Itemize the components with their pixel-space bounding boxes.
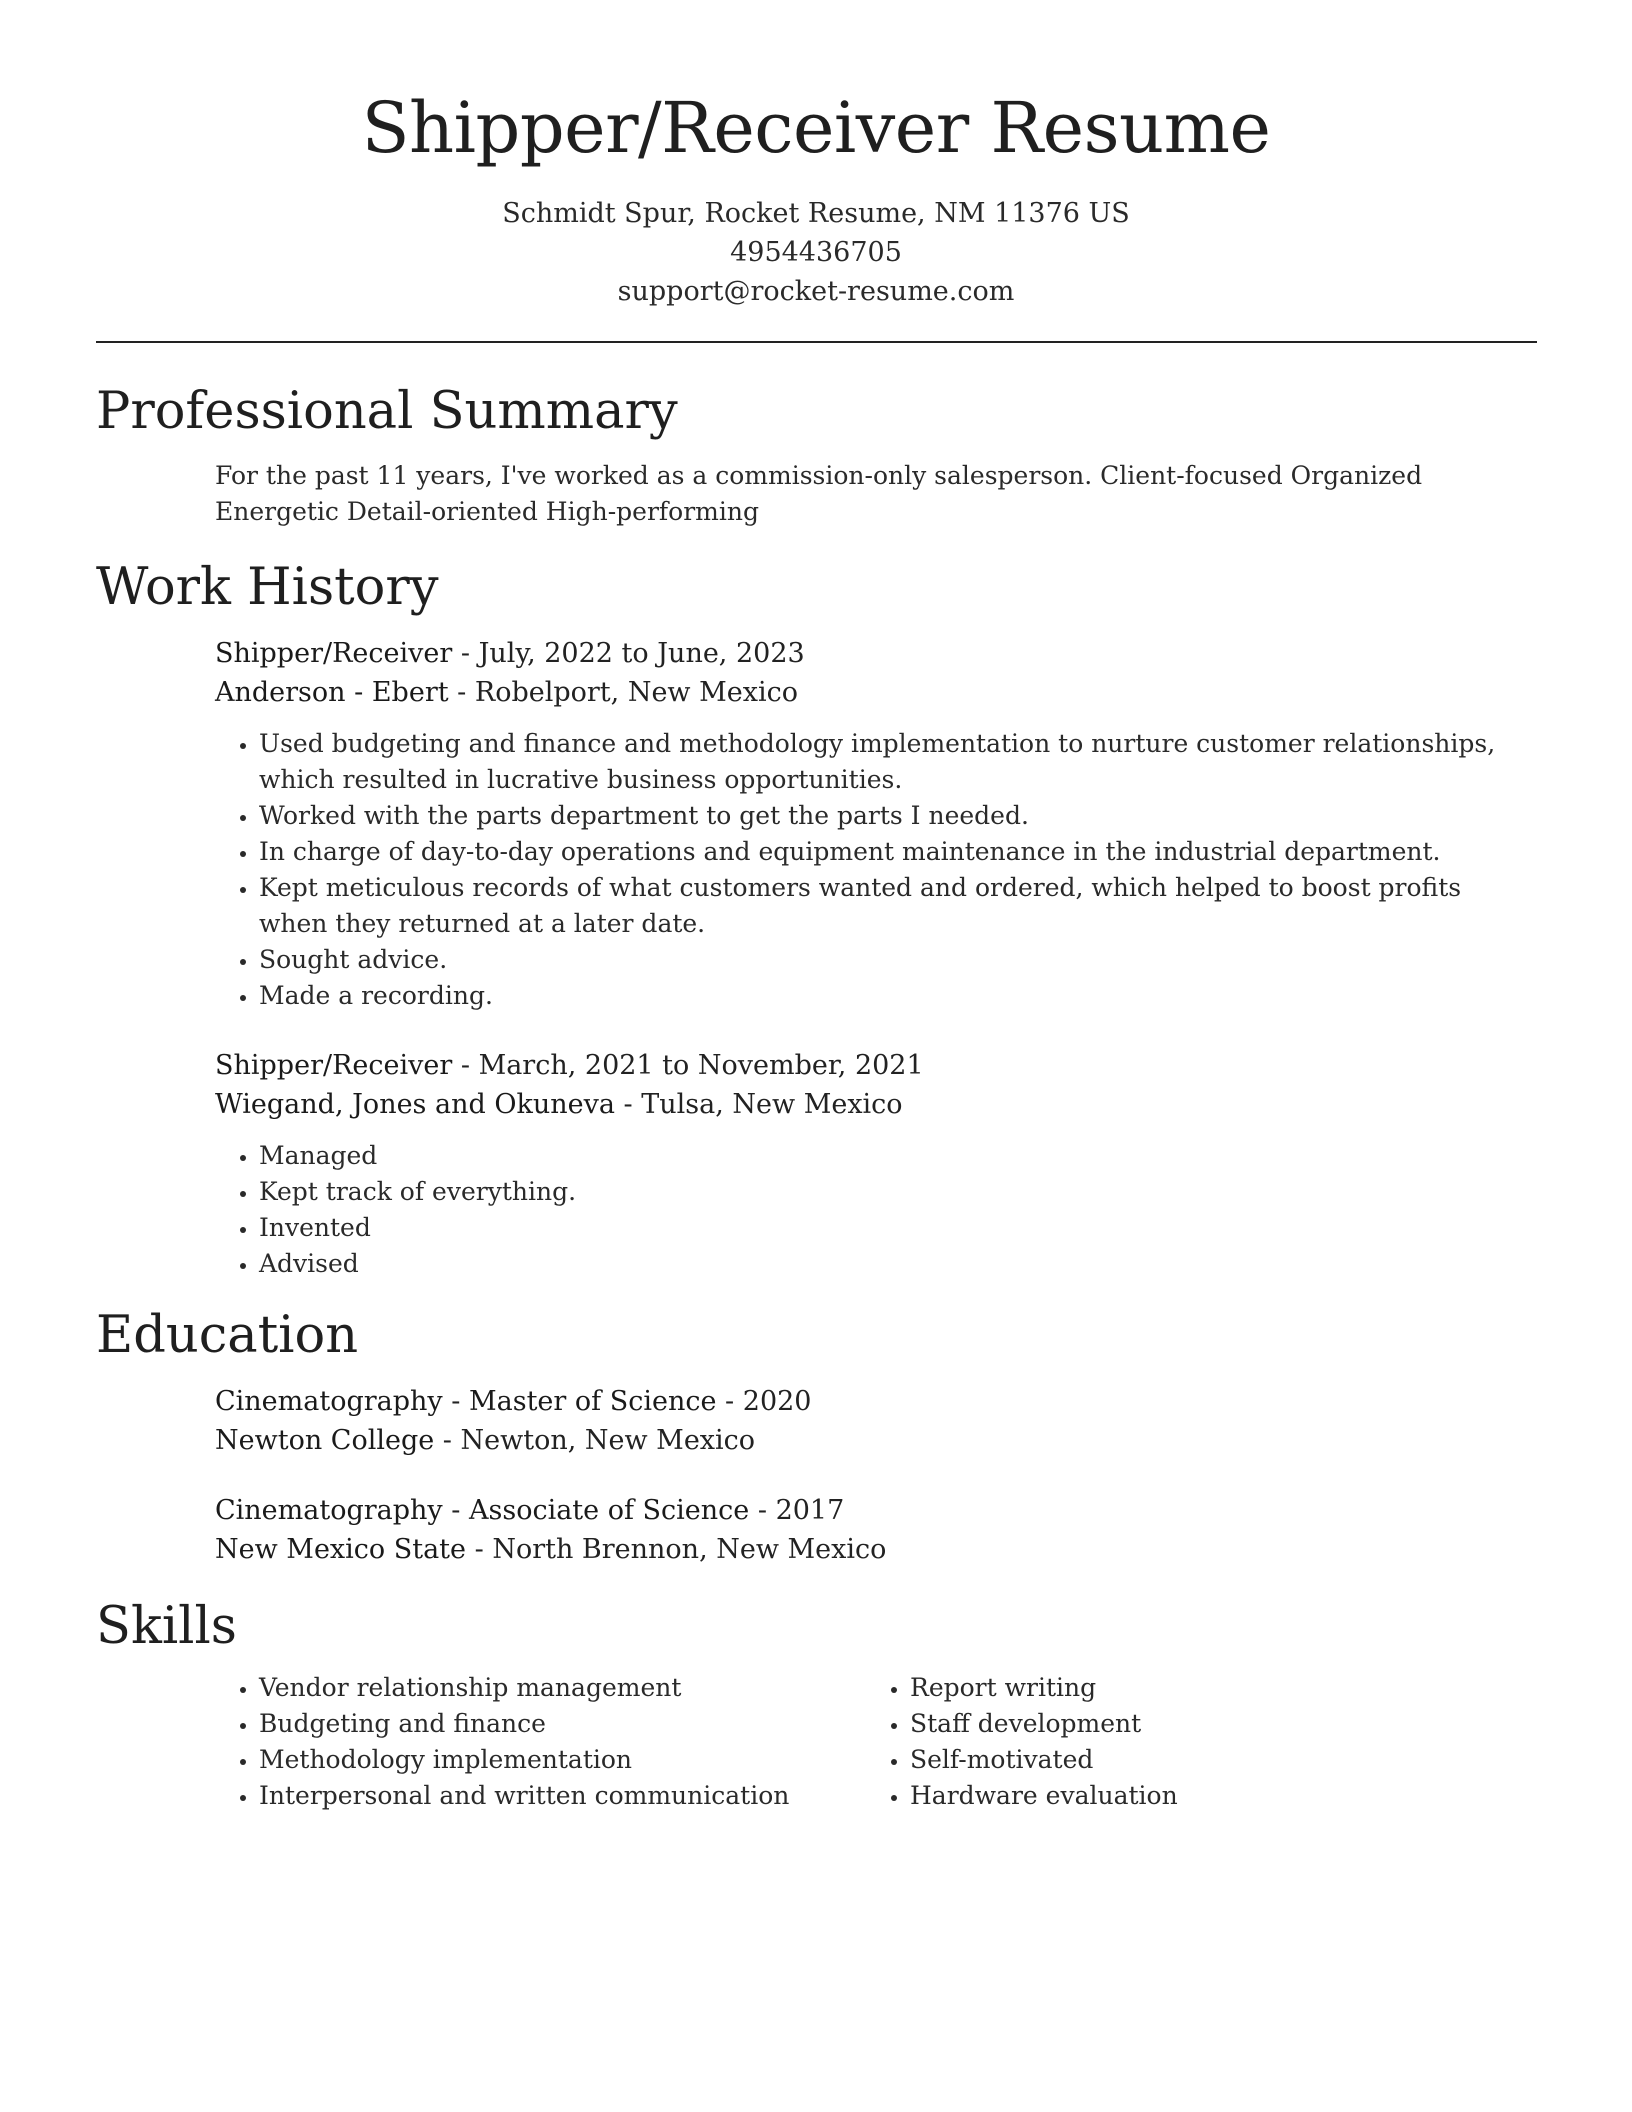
contact-address: Schmidt Spur, Rocket Resume, NM 11376 US	[502, 198, 1130, 229]
contact-phone: 4954436705	[730, 237, 902, 268]
contact-email: support@rocket-resume.com	[617, 276, 1015, 307]
skill-item: • Hardware evaluation	[910, 1778, 1506, 1814]
skill-item: • Methodology implementation	[259, 1742, 855, 1778]
education-year: 2017	[775, 1495, 845, 1526]
job-entry	[215, 634, 1525, 1014]
education-degree: Associate of Science	[468, 1495, 750, 1526]
education-school-line: Newton College - Newton, New Mexico	[215, 1425, 756, 1456]
job-bullet: • Advised	[259, 1246, 1525, 1282]
skills-bullets-right	[866, 1670, 1506, 1814]
job-bullet: • Used budgeting and finance and methodology implementation to nurture customer relationships, which resulted in lucrative business opportunities.	[259, 726, 1525, 798]
job-location: Robelport, New Mexico	[474, 677, 798, 708]
job-bullets	[215, 1138, 1525, 1282]
job-company: Anderson - Ebert	[215, 677, 449, 708]
job-bullet: • Sought advice.	[259, 942, 1525, 978]
education-entry	[215, 1382, 1525, 1460]
job-company-line: Wiegand, Jones and Okuneva - Tulsa, New Mexico	[215, 1089, 903, 1120]
education-degree: Master of Science	[468, 1386, 717, 1417]
skills-column-right	[866, 1670, 1506, 1814]
section-title-skills: Skills	[96, 1597, 237, 1656]
header-divider	[96, 341, 1537, 343]
skill-item: • Self-motivated	[910, 1742, 1506, 1778]
job-title-line: Shipper/Receiver - March, 2021 to November, 2021	[215, 1050, 924, 1081]
section-title-education: Education	[96, 1306, 359, 1365]
education-location: Newton, New Mexico	[460, 1425, 756, 1456]
skill-item: • Interpersonal and written communication	[259, 1778, 855, 1814]
job-bullet: • Managed	[259, 1138, 1525, 1174]
job-bullets	[215, 726, 1525, 1014]
skill-item: • Budgeting and finance	[259, 1706, 855, 1742]
job-bullet: • Worked with the parts department to get the parts I needed.	[259, 798, 1525, 834]
job-entry	[215, 1046, 1525, 1282]
education-field: Cinematography	[215, 1495, 443, 1526]
education-school-line: New Mexico State - North Brennon, New Mexico	[215, 1534, 887, 1565]
education-year: 2020	[742, 1386, 812, 1417]
job-title: Shipper/Receiver	[215, 1050, 453, 1081]
education-field: Cinematography	[215, 1386, 443, 1417]
job-title-line: Shipper/Receiver - July, 2022 to June, 2023	[215, 638, 805, 669]
job-bullet: • Kept meticulous records of what customers wanted and ordered, which helped to boost profits when they returned at a later date.	[259, 870, 1525, 942]
job-bullet: • Made a recording.	[259, 978, 1525, 1014]
job-location: Tulsa, New Mexico	[641, 1089, 903, 1120]
education-school: New Mexico State	[215, 1534, 467, 1565]
skills-list	[215, 1670, 1525, 1830]
skill-item: • Staff development	[910, 1706, 1506, 1742]
job-bullet: • In charge of day-to-day operations and equipment maintenance in the industrial department.	[259, 834, 1525, 870]
skill-item: • Report writing	[910, 1670, 1506, 1706]
contact-info	[0, 194, 1632, 311]
skills-bullets-left	[215, 1670, 855, 1814]
job-title: Shipper/Receiver	[215, 638, 453, 669]
section-title-work-history: Work History	[96, 558, 439, 617]
resume-header	[0, 0, 1632, 311]
job-dates: March, 2021 to November, 2021	[478, 1050, 924, 1081]
education-degree-line: Cinematography - Associate of Science - 2017	[215, 1495, 845, 1526]
education-entry	[215, 1491, 1525, 1569]
job-dates: July, 2022 to June, 2023	[478, 638, 805, 669]
education-school: Newton College	[215, 1425, 435, 1456]
education-degree-line: Cinematography - Master of Science - 2020	[215, 1386, 812, 1417]
skill-item: • Vendor relationship management	[259, 1670, 855, 1706]
education-location: North Brennon, New Mexico	[492, 1534, 887, 1565]
skills-column-left	[215, 1670, 855, 1814]
job-company-line: Anderson - Ebert - Robelport, New Mexico	[215, 677, 798, 708]
job-company: Wiegand, Jones and Okuneva	[215, 1089, 615, 1120]
section-title-summary: Professional Summary	[96, 382, 678, 441]
job-bullet: • Invented	[259, 1210, 1525, 1246]
resume-title: Shipper/Receiver Resume	[361, 87, 1271, 169]
summary-text: For the past 11 years, I've worked as a commission-only salesperson. Client-focused Organized Energetic Detail-oriented High-performing	[215, 461, 1423, 526]
job-bullet: • Kept track of everything.	[259, 1174, 1525, 1210]
